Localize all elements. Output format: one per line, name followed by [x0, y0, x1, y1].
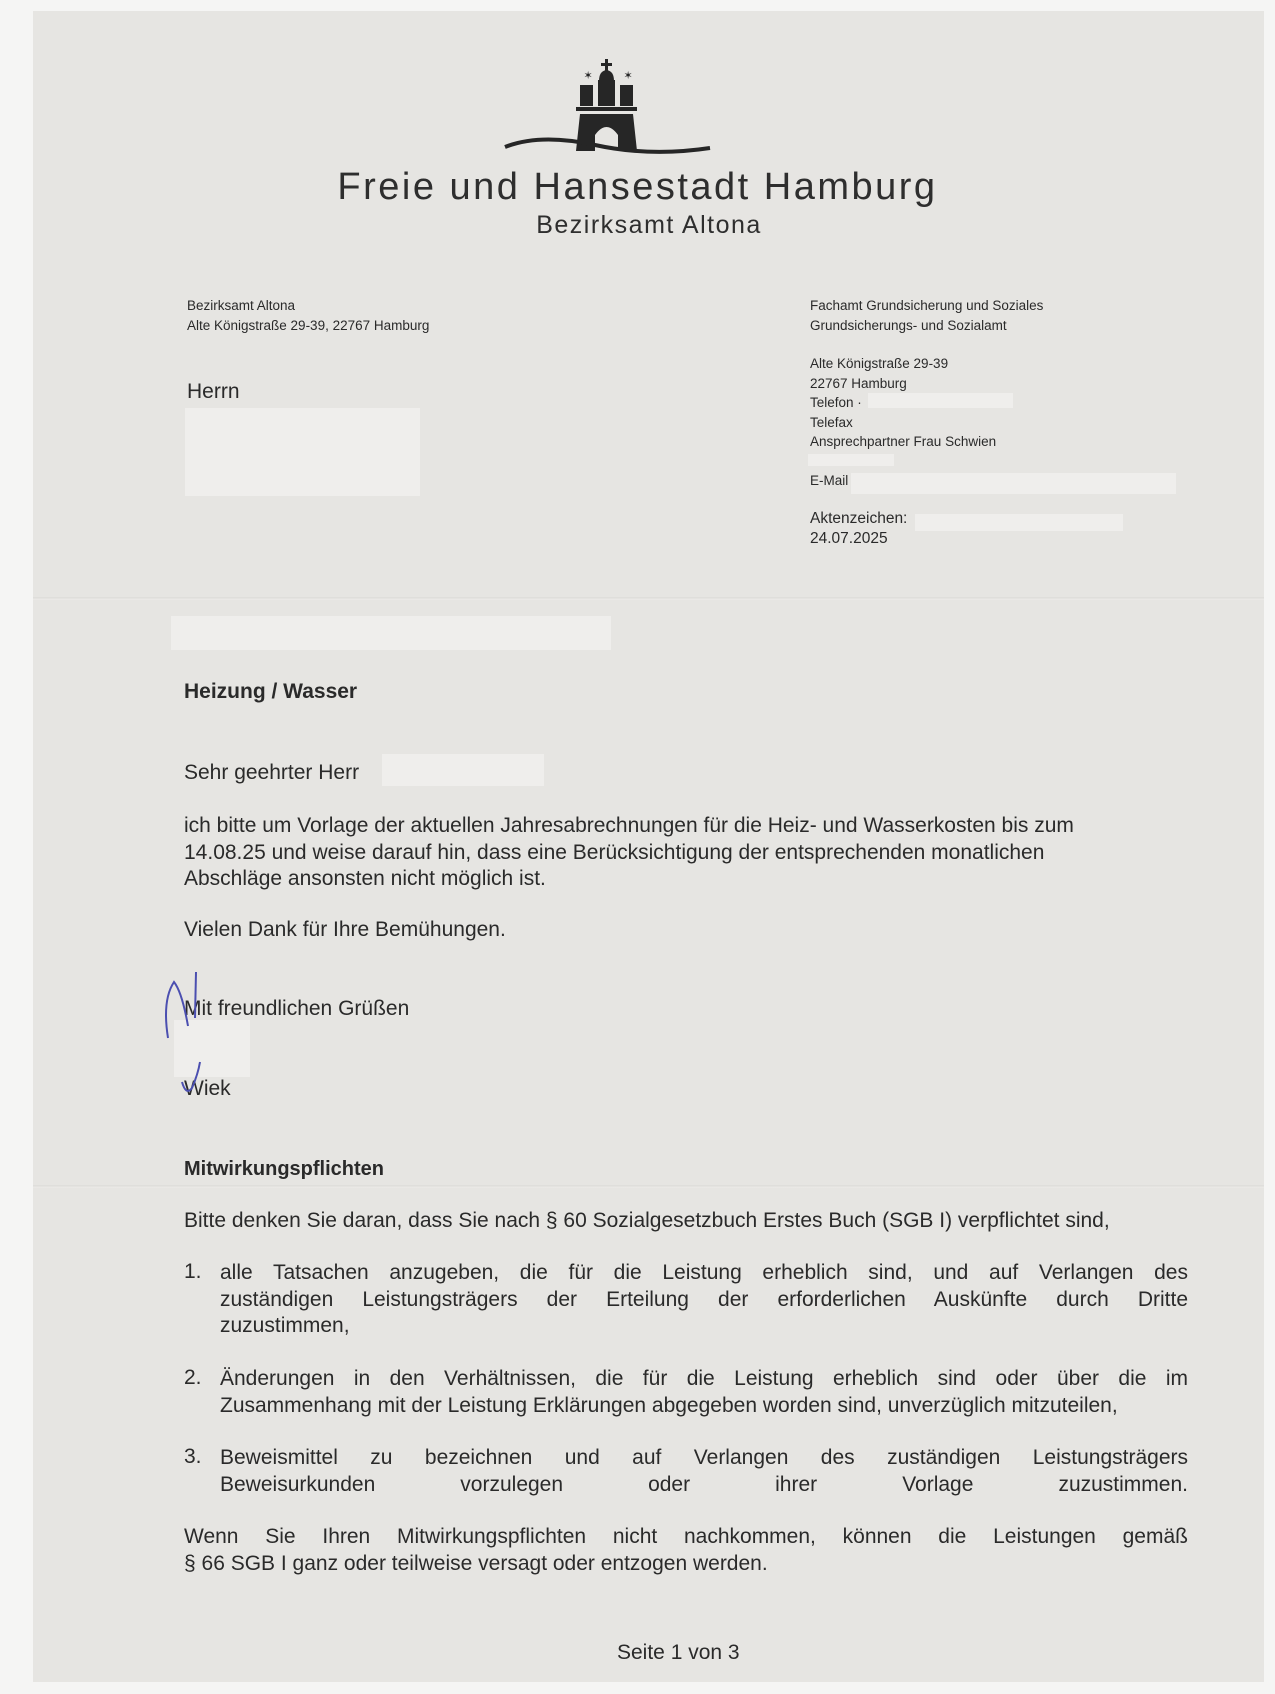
body-line: Abschläge ansonsten nicht möglich ist.	[184, 867, 546, 890]
redacted-email	[851, 473, 1176, 494]
body-line: ich bitte um Vorlage der aktuellen Jahresabrechnungen für die Heiz- und Wasserkosten bis zum	[184, 814, 1074, 837]
list-item-line: Beweisurkunden vorzulegen oder ihrer Vorlage zuzustimmen.	[220, 1472, 1188, 1496]
office-phone-label: Telefon ·	[810, 395, 862, 410]
redacted-recipient-name	[382, 754, 544, 786]
duties-heading: Mitwirkungspflichten	[184, 1158, 384, 1180]
page-number: Seite 1 von 3	[617, 1641, 740, 1664]
letterhead-title: Freie und Hansestadt Hamburg	[337, 166, 938, 208]
outro-line: Wenn Sie Ihren Mitwirkungspflichten nicht nachkommen, können die Leistungen gemäß	[184, 1525, 1188, 1548]
redacted-room	[808, 454, 894, 466]
paper-fold	[33, 1185, 1264, 1188]
body-line: 14.08.25 und weise darauf hin, dass eine Berücksichtigung der entsprechenden monatlichen	[184, 840, 1045, 864]
redacted-recipient-address	[185, 408, 420, 496]
list-item	[220, 1260, 1188, 1340]
letterhead-subtitle: Bezirksamt Altona	[536, 211, 762, 239]
office-email-label: E-Mail	[810, 472, 849, 488]
letter-subject: Heizung / Wasser	[184, 680, 358, 703]
list-item-number: 1.	[184, 1260, 202, 1283]
list-item-line: Änderungen in den Verhältnissen, die für die Leistung erheblich sind oder über die im	[220, 1367, 1188, 1390]
list-item-number: 3.	[184, 1445, 202, 1468]
file-reference-label: Aktenzeichen:	[810, 510, 908, 527]
redacted-file-reference	[915, 514, 1123, 531]
list-item-number: 2.	[184, 1366, 202, 1389]
office-street: Alte Königstraße 29-39	[810, 356, 949, 371]
office-city: 22767 Hamburg	[810, 375, 907, 391]
signer-name: Wiek	[184, 1077, 231, 1100]
list-item	[220, 1445, 1188, 1498]
sender-line-2: Alte Königstraße 29-39, 22767 Hamburg	[187, 317, 430, 333]
list-item-line: zuzustimmen,	[220, 1314, 350, 1337]
sender-block	[187, 296, 429, 335]
office-fax-label: Telefax	[810, 414, 853, 430]
handwritten-signature	[160, 970, 240, 1100]
outro-line: § 66 SGB I ganz oder teilweise versagt oder entzogen werden.	[184, 1551, 768, 1575]
greeting: Sehr geehrter Herr	[184, 761, 360, 784]
list-item-line: alle Tatsachen anzugeben, die für die Leistung erheblich sind, und auf Verlangen des	[220, 1261, 1188, 1284]
body-paragraph-2: Vielen Dank für Ihre Bemühungen.	[184, 918, 506, 941]
redacted-phone	[868, 393, 1013, 408]
duties-outro	[184, 1524, 1188, 1577]
redacted-reference-line	[171, 616, 611, 650]
paper-fold	[33, 597, 1264, 600]
duties-intro: Bitte denken Sie daran, dass Sie nach § 60 Sozialgesetzbuch Erstes Buch (SGB I) verpflichtet sind,	[184, 1209, 1110, 1232]
svg-text:✶: ✶	[623, 69, 633, 82]
office-line-1: Fachamt Grundsicherung und Soziales	[810, 298, 1044, 313]
list-item	[220, 1366, 1188, 1419]
body-paragraph-1	[184, 813, 1074, 893]
office-line-2: Grundsicherungs- und Sozialamt	[810, 317, 1007, 333]
recipient-salutation: Herrn	[187, 380, 240, 403]
hamburg-coat-of-arms-logo	[500, 55, 715, 155]
office-block	[810, 296, 1043, 548]
sender-line-1: Bezirksamt Altona	[187, 298, 296, 313]
office-contact: Ansprechpartner Frau Schwien	[810, 434, 997, 449]
list-item-line: zuständigen Leistungsträgers der Erteilung der erforderlichen Auskünfte durch Dritte	[220, 1287, 1188, 1311]
closing: Mit freundlichen Grüßen	[184, 997, 410, 1020]
list-item-line: Zusammenhang mit der Leistung Erklärungen abgegeben worden sind, unverzüglich mitzuteilen,	[220, 1393, 1118, 1417]
list-item-line: Beweismittel zu bezeichnen und auf Verlangen des zuständigen Leistungsträgers	[220, 1446, 1188, 1469]
letter-date: 24.07.2025	[810, 529, 888, 547]
svg-text:✶: ✶	[583, 69, 593, 82]
